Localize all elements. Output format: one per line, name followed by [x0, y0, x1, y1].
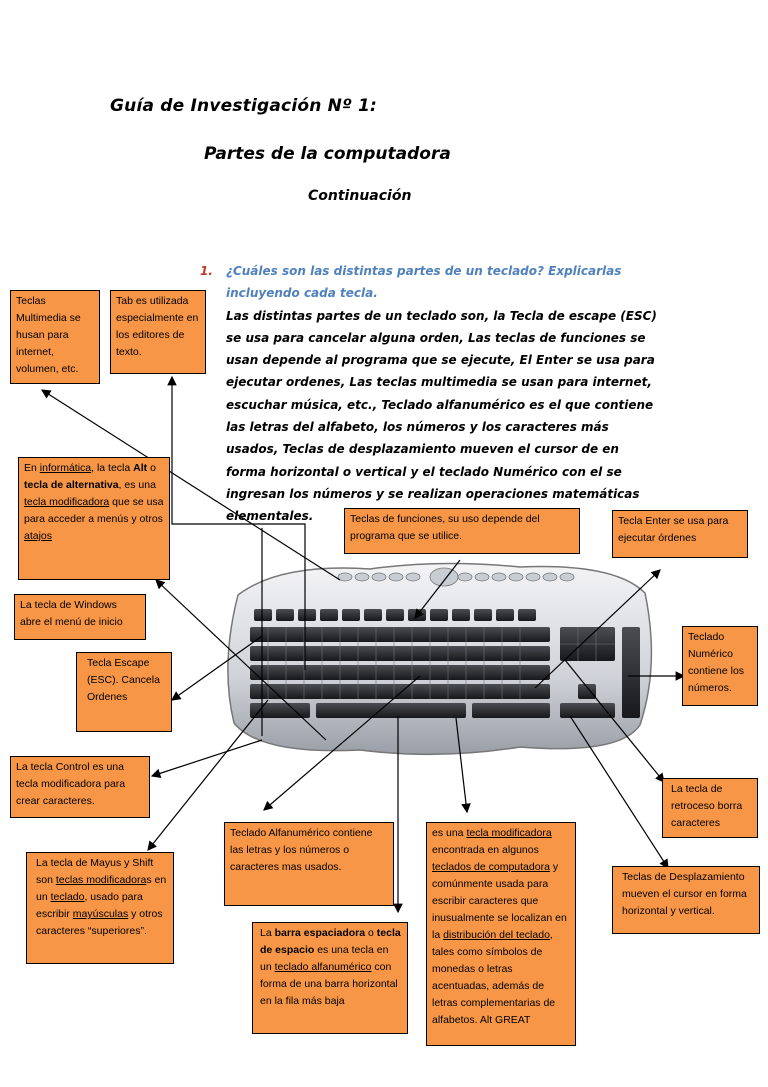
link-atajos[interactable]: atajos: [24, 530, 53, 542]
callout-altgr-key: es una tecla modificadora encontrada en algunos teclados de computadora y comúnmente usada para escribir caracteres que inusualmente se localizan en la distribución del teclado, tales como símbolos de monedas o letras acentuadas, además de letras complementarias de alfabetos. Alt GREAT: [426, 822, 576, 1046]
link-informatica[interactable]: informática: [39, 462, 92, 474]
link-mayusculas[interactable]: mayúsculas: [72, 908, 129, 920]
link-teclados-de-computadora[interactable]: teclados de computadora: [432, 861, 550, 873]
question-text: ¿Cuáles son las distintas partes de un teclado? Explicarlas incluyendo cada tecla.: [226, 264, 622, 301]
continuation-label: Continuación: [308, 188, 412, 204]
callout-control-key: La tecla Control es una tecla modificadora para crear caracteres.: [10, 756, 150, 818]
link-teclado[interactable]: teclado: [50, 891, 85, 903]
callout-backspace-key: La tecla de retroceso borra caracteres: [662, 778, 758, 838]
callout-escape-key: Tecla Escape (ESC). Cancela Ordenes: [76, 652, 172, 732]
arrow-alt: [156, 580, 326, 740]
link-tecla-modificadora-altgr[interactable]: tecla modificadora: [466, 827, 552, 839]
arrow-altgr: [456, 718, 467, 812]
link-teclas-modificadoras[interactable]: teclas modificadora: [55, 874, 147, 886]
guide-title: Guía de Investigación Nº 1:: [110, 96, 378, 116]
callout-windows-key: La tecla de Windows abre el menú de inicio: [14, 594, 146, 640]
callout-function-keys: Teclas de funciones, su uso depende del programa que se utilice.: [344, 508, 580, 554]
link-teclado-alfanumerico[interactable]: teclado alfanumérico: [274, 961, 372, 973]
callout-alphanumeric-keyboard: Teclado Alfanumérico contiene las letras y los números o caracteres mas usados.: [224, 822, 394, 906]
arrow-control: [152, 740, 262, 776]
arrow-enter: [535, 570, 660, 688]
callout-numeric-keypad: Teclado Numérico contiene los números.: [682, 626, 758, 706]
question-number: 1.: [200, 264, 213, 278]
arrow-functions: [415, 560, 460, 618]
callout-enter-key: Tecla Enter se usa para ejecutar órdenes: [612, 510, 748, 558]
callout-alt-key: En informática, la tecla Alt o tecla de alternativa, es una tecla modificadora que se usa para acceder a menús y otros atajos: [18, 457, 170, 580]
arrow-escape: [172, 636, 262, 700]
callout-shift-key: La tecla de Mayus y Shift son teclas modificadoras en un teclado, usado para escribir mayúsculas y otros caracteres “superiores”.: [26, 852, 174, 964]
answer-text: Las distintas partes de un teclado son, la Tecla de escape (ESC) se usa para cancelar alguna orden, Las teclas de funciones se usan depende al programa que se ejecute, El Enter se usa para ejecutar ordenes, Las teclas multimedia se usan para internet, escuchar música, etc., Teclado alfanumérico es el que contiene las letras del alfabeto, los números y los caracteres más usados, Teclas de desplazamiento mueven el cursor de en forma horizontal o vertical y el teclado Numérico con el se ingresan los números y se realizan operaciones matemáticas elementales.: [226, 308, 657, 524]
link-tecla-modificadora[interactable]: tecla modificadora: [24, 496, 110, 508]
callout-navigation-keys: Teclas de Desplazamiento mueven el cursor en forma horizontal y vertical.: [612, 866, 760, 934]
arrow-navigation: [570, 716, 668, 868]
arrow-tab: [172, 377, 305, 670]
arrow-alphanumeric: [264, 676, 420, 810]
callout-tab-key: Tab es utilizada especialmente en los editores de texto.: [110, 290, 206, 374]
link-distribucion-del-teclado[interactable]: distribución del teclado: [443, 929, 550, 941]
callout-multimedia-keys: Teclas Multimedia se husan para internet, volumen, etc.: [10, 290, 100, 384]
callout-spacebar: La barra espaciadora o tecla de espacio es una tecla en un teclado alfanumérico con forma de una barra horizontal en la fila más baja: [252, 922, 408, 1034]
guide-subtitle: Partes de la computadora: [204, 144, 451, 164]
arrow-backspace: [565, 660, 664, 782]
